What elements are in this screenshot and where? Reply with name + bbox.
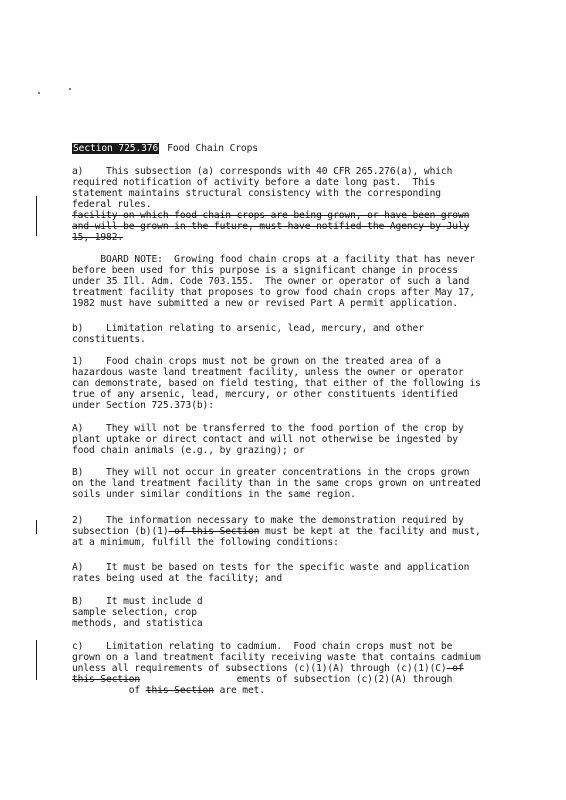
text-line: plant uptake or direct contact and will not otherwise be ingested by <box>72 434 458 445</box>
text-line: on the land treatment facility than in the same crops grown on untreated <box>72 478 481 489</box>
deleted-text-line: facility on which food chain crops are being grown, or have been grown <box>72 210 470 221</box>
text-line: B) It must include d <box>72 596 203 607</box>
text-line: 1982 must have submitted a new or revised Part A permit application. <box>72 298 458 309</box>
text-line <box>72 674 452 685</box>
text-line: true of any arsenic, lead, mercury, or other constituents identified <box>72 389 458 400</box>
text-line: statement maintains structural consistency with the corresponding <box>72 188 441 199</box>
text-line: b) Limitation relating to arsenic, lead, mercury, and other <box>72 323 424 334</box>
text-line: a) This subsection (a) corresponds with 40 CFR 265.276(a), which <box>72 166 453 177</box>
text-line: constituents. <box>72 334 146 345</box>
text-line: rates being used at the facility; and <box>72 573 283 584</box>
text-span: subsection (b)(1) <box>72 526 169 537</box>
text-line: soils under similar conditions in the same region. <box>72 489 356 500</box>
scan-speck <box>38 92 40 94</box>
revision-bar <box>36 196 37 236</box>
text-line: 1) Food chain crops must not be grown on the treated area of a <box>72 356 441 367</box>
text-line: under 35 Ill. Adm. Code 703.155. The owner or operator of such a land <box>72 276 470 287</box>
text-gap <box>140 674 237 685</box>
text-line: hazardous waste land treatment facility, unless the owner or operator <box>72 367 464 378</box>
text-line: c) Limitation relating to cadmium. Food chain crops must not be <box>72 641 453 652</box>
text-line: treatment facility that proposes to grow food chain crops after May 17, <box>72 287 475 298</box>
text-line: A) It must be based on tests for the specific waste and application <box>72 562 470 573</box>
text-line: can demonstrate, based on field testing, that either of the following is <box>72 378 481 389</box>
text-line: A) They will not be transferred to the food portion of the crop by <box>72 423 464 434</box>
text-line: federal rules. <box>72 199 152 210</box>
text-line: food chain animals (e.g., by grazing); or <box>72 445 305 456</box>
text-span: must be kept at the facility and must, <box>259 526 481 537</box>
text-line <box>72 526 481 537</box>
text-span: of <box>72 685 146 696</box>
deleted-text: this Section <box>145 685 214 696</box>
text-line: B) They will not occur in greater concentrations in the crops grown <box>72 467 470 478</box>
text-span: are met. <box>213 685 266 696</box>
deleted-text: of this Section <box>168 526 260 537</box>
text-line: at a minimum, fulfill the following conditions: <box>72 537 339 548</box>
deleted-text-line: and will be grown in the future, must have notified the Agency by July <box>72 221 470 232</box>
section-number: Section 725.376 <box>73 143 159 154</box>
text-span: unless all requirements of subsections (c)(1)(A) through (c)(1)(C) <box>72 663 447 674</box>
text-line: grown on a land treatment facility receiving waste that contains cadmium <box>72 652 481 663</box>
text-line <box>72 663 464 674</box>
section-title: Food Chain Crops <box>167 143 258 154</box>
text-line: sample selection, crop <box>72 607 197 618</box>
deleted-text-line: 15, 1982. <box>72 232 124 243</box>
revision-bar <box>36 520 37 534</box>
text-line: under Section 725.373(b): <box>72 400 214 411</box>
board-note-line: BOARD NOTE: Growing food chain crops at a facility that has never <box>72 254 475 265</box>
deleted-text: this Section <box>72 674 141 685</box>
section-heading <box>72 143 258 154</box>
text-line: required notification of activity before a date long past. This <box>72 177 436 188</box>
scan-speck <box>69 88 71 90</box>
revision-bar <box>36 640 37 680</box>
text-span: ements of subsection (c)(2)(A) through <box>236 674 453 685</box>
text-line <box>72 685 265 696</box>
text-line: 2) The information necessary to make the demonstration required by <box>72 515 464 526</box>
text-line: methods, and statistica <box>72 618 203 629</box>
deleted-text: of <box>446 663 464 674</box>
text-line: before been used for this purpose is a significant change in process <box>72 265 458 276</box>
